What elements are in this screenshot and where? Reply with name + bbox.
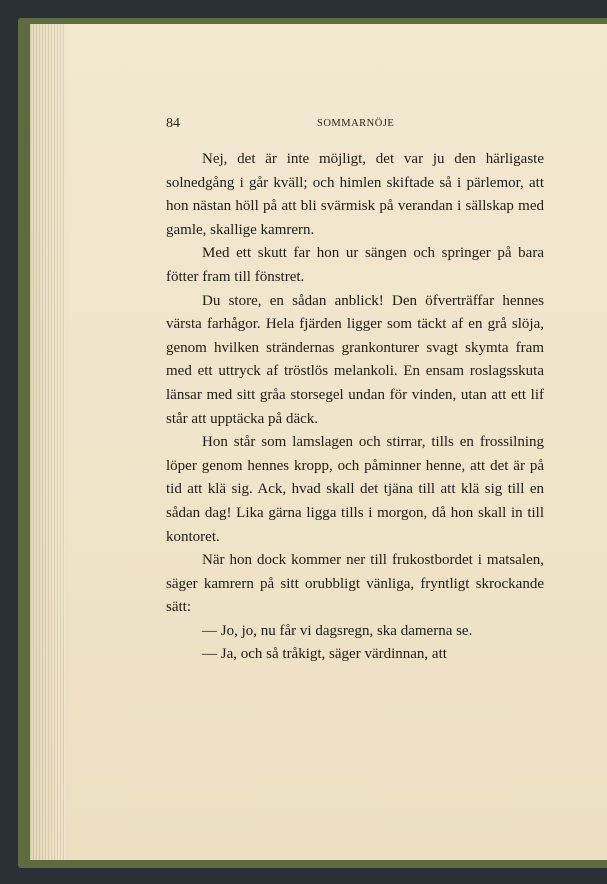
paragraph-2: Med ett skutt far hon ur sängen och springer på bara fötter fram till fönstret. xyxy=(166,245,544,285)
page-header xyxy=(166,116,544,136)
page-edges xyxy=(30,24,66,860)
running-title: SOMMARNÖJE xyxy=(317,118,395,129)
paragraph-5: När hon dock kommer ner till frukostbordet i matsalen, säger kamrern på sitt orubbligt vänliga, fryntligt skrockande sätt: xyxy=(166,552,544,616)
paragraph-7: — Ja, och så tråkigt, säger värdinnan, att xyxy=(202,646,447,663)
paragraph-1: Nej, det är inte möjligt, det var ju den härligaste solnedgång i går kväll; och himlen skiftade så i pärlemor, att hon nästan höll på att bli svärmisk på verandan i sällskap med gamle, skallige kamrern. xyxy=(166,151,544,238)
paragraph-3: Du store, en sådan anblick! Den öfverträffar hennes värsta farhågor. Hela fjärden ligger som täckt af en grå slöja, genom hvilken strändernas grankonturer svagt skymta fram med ett uttryck af tröstlös melankoli. En ensam roslagsskuta länsar med sitt gråa storsegel undan för vinden, utan att ett lif står att upptäcka på däck. xyxy=(166,292,544,427)
body-text xyxy=(166,148,544,667)
paragraph-6: — Jo, jo, nu får vi dagsregn, ska damerna se. xyxy=(202,622,473,639)
page-number: 84 xyxy=(166,116,180,131)
paragraph-4: Hon står som lamslagen och stirrar, tills en frossilning löper genom hennes kropp, och påminner henne, att det är på tid att klä sig. Ack, hvad skall det tjäna till att klä sig till en sådan dag! Lika gärna ligga tills i morgon, då hon skall in till kontoret. xyxy=(166,434,544,545)
